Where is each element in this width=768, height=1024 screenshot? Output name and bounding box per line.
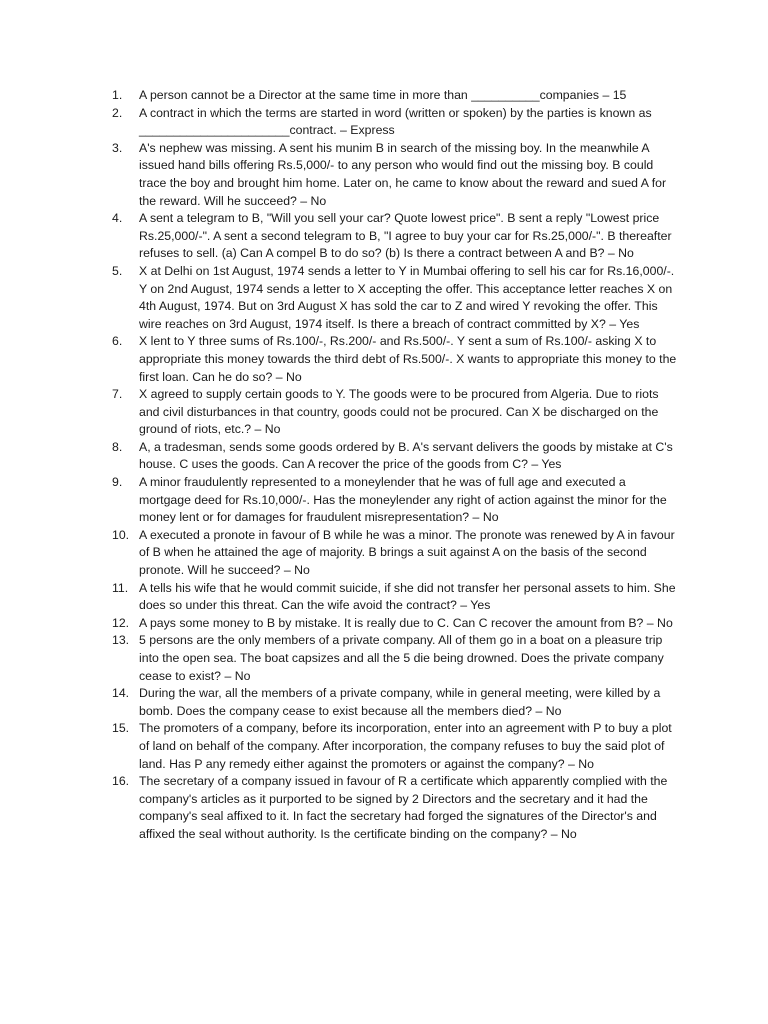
question-text: A person cannot be a Director at the same time in more than __________companies – 15 (139, 88, 627, 102)
question-number: 1. (112, 88, 123, 102)
question-text: A sent a telegram to B, "Will you sell your car? Quote lowest price". B sent a reply "Lowest price Rs.25,000/-". A sent a second telegram to B, "I agree to buy your car for Rs.25,000/-". B thereafter refuses to sell. (a) Can A compel B to do so? (b) Is there a contract between A and B? – No (139, 211, 672, 261)
list-item (112, 439, 678, 474)
list-item (112, 685, 678, 720)
list-item (112, 580, 678, 615)
question-number: 4. (112, 211, 123, 226)
list-item (112, 333, 678, 386)
list-item (112, 87, 678, 105)
question-text: X agreed to supply certain goods to Y. The goods were to be procured from Algeria. Due to riots and civil disturbances in that country, goods could not be procured. Can X be discharged on the ground of riots, etc.? – No (139, 387, 659, 437)
question-text: A's nephew was missing. A sent his munim B in search of the missing boy. In the meanwhile A issued hand bills offering Rs.5,000/- to any person who would find out the missing boy. B could trace the boy and brought him home. Later on, he came to know about the reward and sued A for the reward. Will he succeed? – No (139, 140, 667, 208)
list-item (112, 773, 678, 843)
question-text: A executed a pronote in favour of B while he was a minor. The pronote was renewed by A in favour of B when he attained the age of majority. B brings a suit against A on the basis of the second pronote. Will he succeed? – No (139, 527, 675, 578)
list-item (112, 210, 678, 263)
list-item (112, 386, 678, 439)
question-text: The secretary of a company issued in favour of R a certificate which apparently complied with the company's articles as it purported to be signed by 2 Directors and the secretary and it had the company's seal affixed to it. In fact the secretary had forged the signatures of the Director's and affixed the seal without authority. Is the certificate binding on the company? – No (139, 774, 668, 841)
question-number: 9. (112, 475, 123, 490)
question-text: X lent to Y three sums of Rs.100/-, Rs.200/- and Rs.500/-. Y sent a sum of Rs.100/- asking X to appropriate this money towards the third debt of Rs.500/-. X wants to appropriate this money to the first loan. Can he do so? – No (139, 334, 677, 384)
question-number: 3. (112, 140, 123, 155)
question-number: 11. (112, 580, 129, 595)
question-number: 10. (112, 527, 130, 542)
question-text: A minor fraudulently represented to a moneylender that he was of full age and executed a mortgage deed for Rs.10,000/-. Has the moneylender any right of action against the minor for the money lent or for damages for fraudulent misrepresentation? – No (139, 475, 667, 525)
question-text: A contract in which the terms are started in word (written or spoken) by the parties is known as ______________________contract. – Express (139, 105, 652, 138)
list-item (112, 105, 678, 140)
question-text: A pays some money to B by mistake. It is really due to C. Can C recover the amount from B? – No (139, 615, 673, 630)
question-number: 7. (112, 387, 123, 402)
list-item (112, 140, 678, 210)
question-number: 2. (112, 105, 123, 120)
question-number: 13. (112, 633, 130, 648)
list-item (112, 615, 678, 633)
list-item (112, 263, 678, 333)
question-text: 5 persons are the only members of a private company. All of them go in a boat on a pleasure trip into the open sea. The boat capsizes and all the 5 die being drowned. Does the private company cease to exist? – No (139, 633, 664, 683)
question-list (112, 87, 678, 844)
question-text: During the war, all the members of a private company, while in general meeting, were killed by a bomb. Does the company cease to exist because all the members died? – No (139, 686, 661, 718)
question-number: 15. (112, 721, 130, 736)
question-number: 16. (112, 774, 130, 789)
question-number: 8. (112, 439, 123, 454)
question-text: A tells his wife that he would commit suicide, if she did not transfer her personal assets to him. She does so under this threat. Can the wife avoid the contract? – Yes (139, 580, 676, 613)
question-text: A, a tradesman, sends some goods ordered by B. A's servant delivers the goods by mistake at C's house. C uses the goods. Can A recover the price of the goods from C? – Yes (139, 439, 673, 472)
question-number: 14. (112, 686, 130, 701)
question-text: The promoters of a company, before its incorporation, enter into an agreement with P to buy a plot of land on behalf of the company. After incorporation, the company refuses to buy the said plot of land. Has P any remedy either against the promoters or against the company? – No (139, 721, 672, 771)
list-item (112, 632, 678, 685)
list-item (112, 720, 678, 773)
question-number: 6. (112, 334, 123, 349)
question-number: 12. (112, 615, 130, 630)
question-text: X at Delhi on 1st August, 1974 sends a letter to Y in Mumbai offering to sell his car for Rs.16,000/-. Y on 2nd August, 1974 sends a letter to X accepting the offer. This acceptance letter reaches X on 4th August, 1974. But on 3rd August X has sold the car to Z and wired Y revoking the offer. This wire reaches on 3rd August, 1974 itself. Is there a breach of contract committed by X? – Yes (139, 263, 675, 331)
list-item (112, 474, 678, 527)
question-number: 5. (112, 263, 123, 278)
list-item (112, 527, 678, 580)
